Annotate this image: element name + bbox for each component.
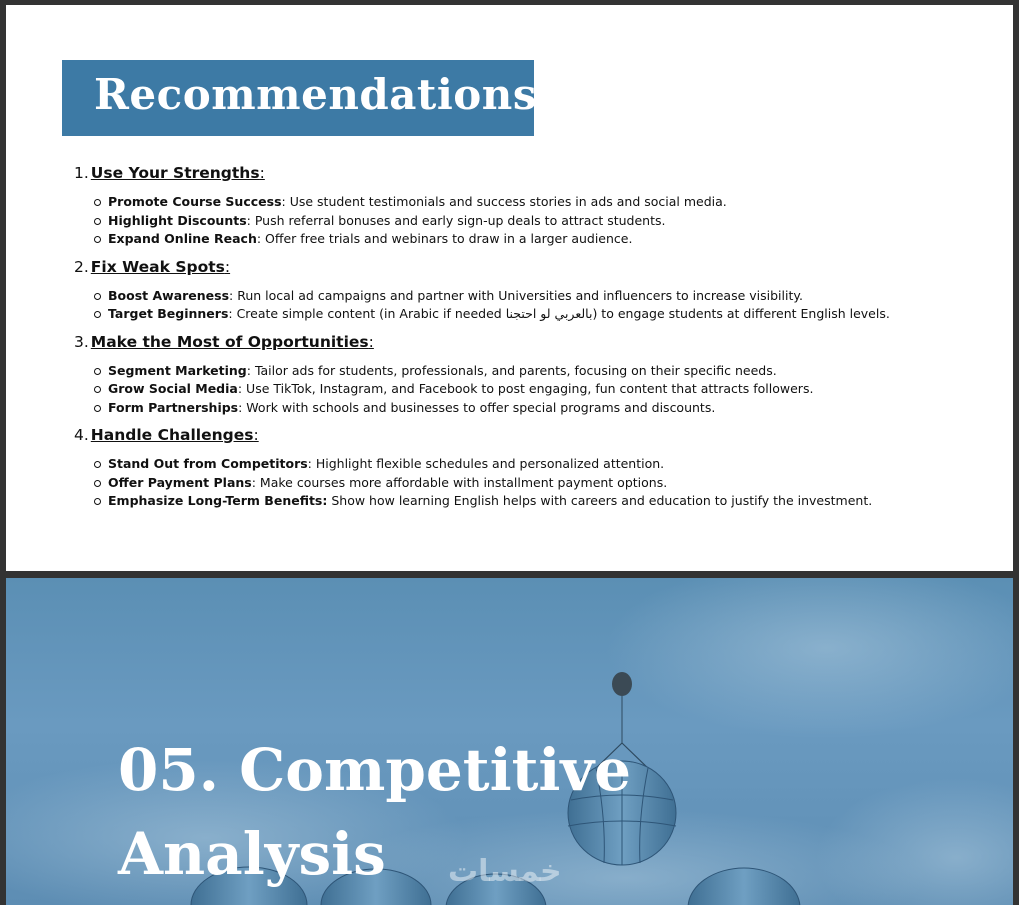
item-label: Grow Social Media xyxy=(108,381,238,396)
list-item xyxy=(94,455,1004,474)
item-text: : Tailor ads for students, professionals, and parents, focusing on their specific needs. xyxy=(246,362,777,378)
item-label: Highlight Discounts xyxy=(108,212,247,228)
list-item xyxy=(94,287,1004,306)
item-label: Stand Out from Competitors xyxy=(108,456,308,471)
section-colon: : xyxy=(259,164,265,182)
circle-bullet-icon xyxy=(94,311,101,318)
recommendations-page xyxy=(6,5,1013,571)
section-number: 2. xyxy=(74,257,89,276)
item-label: Offer Payment Plans xyxy=(108,474,252,490)
section-weak-spots xyxy=(74,258,1004,324)
section-heading: Make the Most of Opportunities xyxy=(90,332,369,351)
circle-bullet-icon xyxy=(94,368,101,375)
list-item xyxy=(94,230,1004,249)
section-number: 1. xyxy=(74,164,89,182)
item-label: Target Beginners xyxy=(108,306,229,321)
circle-bullet-icon xyxy=(94,480,101,487)
bullet-list xyxy=(74,362,1004,418)
watermark-logo: خمسات xyxy=(448,854,562,889)
circle-bullet-icon xyxy=(94,498,101,505)
circle-bullet-icon xyxy=(94,199,101,206)
item-label: Promote Course Success xyxy=(108,194,282,209)
section-colon: : xyxy=(224,257,231,276)
recommendations-list xyxy=(74,164,1004,520)
item-label: Form Partnerships xyxy=(108,399,239,415)
item-text: Show how learning English helps with careers and education to justify the investment. xyxy=(327,493,873,508)
section-heading: Use Your Strengths xyxy=(90,164,260,182)
item-text: : Highlight flexible schedules and personalized attention. xyxy=(307,456,665,471)
item-text: : Offer free trials and webinars to draw in a larger audience. xyxy=(256,231,633,246)
item-label: Emphasize Long-Term Benefits: xyxy=(108,493,328,508)
list-item xyxy=(94,362,1004,381)
item-text: : Use TikTok, Instagram, and Facebook to post engaging, fun content that attracts followers. xyxy=(237,381,814,396)
section-opportunities xyxy=(74,333,1004,418)
circle-bullet-icon xyxy=(94,293,101,300)
circle-bullet-icon xyxy=(94,218,101,225)
section-colon: : xyxy=(253,426,259,444)
section-number: 3. xyxy=(74,332,89,351)
section-number: 4. xyxy=(74,426,89,444)
item-text: : Use student testimonials and success stories in ads and social media. xyxy=(281,194,727,209)
page-title: Recommendations xyxy=(94,70,537,119)
section-challenges xyxy=(74,426,1004,511)
section-strengths xyxy=(74,164,1004,249)
circle-bullet-icon xyxy=(94,236,101,243)
circle-bullet-icon xyxy=(94,405,101,412)
list-item xyxy=(94,212,1004,231)
list-item xyxy=(94,193,1004,212)
section-heading: Fix Weak Spots xyxy=(90,257,225,276)
item-text: : Work with schools and businesses to offer special programs and discounts. xyxy=(238,399,716,415)
bullet-list xyxy=(74,287,1004,324)
circle-bullet-icon xyxy=(94,386,101,393)
slide-title-line-1: 05. Competitive xyxy=(118,736,632,804)
item-text: : Push referral bonuses and early sign-up deals to attract students. xyxy=(246,212,666,228)
item-text: : Run local ad campaigns and partner with Universities and influencers to increase visibility. xyxy=(229,287,803,303)
item-label: Expand Online Reach xyxy=(108,231,257,246)
bullet-list xyxy=(74,455,1004,511)
list-item xyxy=(94,305,1004,324)
list-item xyxy=(94,399,1004,418)
section-heading: Handle Challenges xyxy=(90,426,254,444)
bullet-list xyxy=(74,193,1004,249)
slide-title-line-2: Analysis xyxy=(118,820,386,888)
section-colon: : xyxy=(368,332,374,351)
list-item xyxy=(94,380,1004,399)
item-text: : Make courses more affordable with installment payment options. xyxy=(251,474,668,490)
item-label: Segment Marketing xyxy=(108,362,247,378)
item-label: Boost Awareness xyxy=(108,287,230,303)
list-item xyxy=(94,474,1004,493)
title-banner xyxy=(62,60,537,136)
item-text: : Create simple content (in Arabic if needed بالعربي لو احتجنا) to engage students at different English levels. xyxy=(228,306,890,321)
list-item xyxy=(94,492,1004,511)
competitive-analysis-slide xyxy=(6,578,1013,905)
circle-bullet-icon xyxy=(94,461,101,468)
